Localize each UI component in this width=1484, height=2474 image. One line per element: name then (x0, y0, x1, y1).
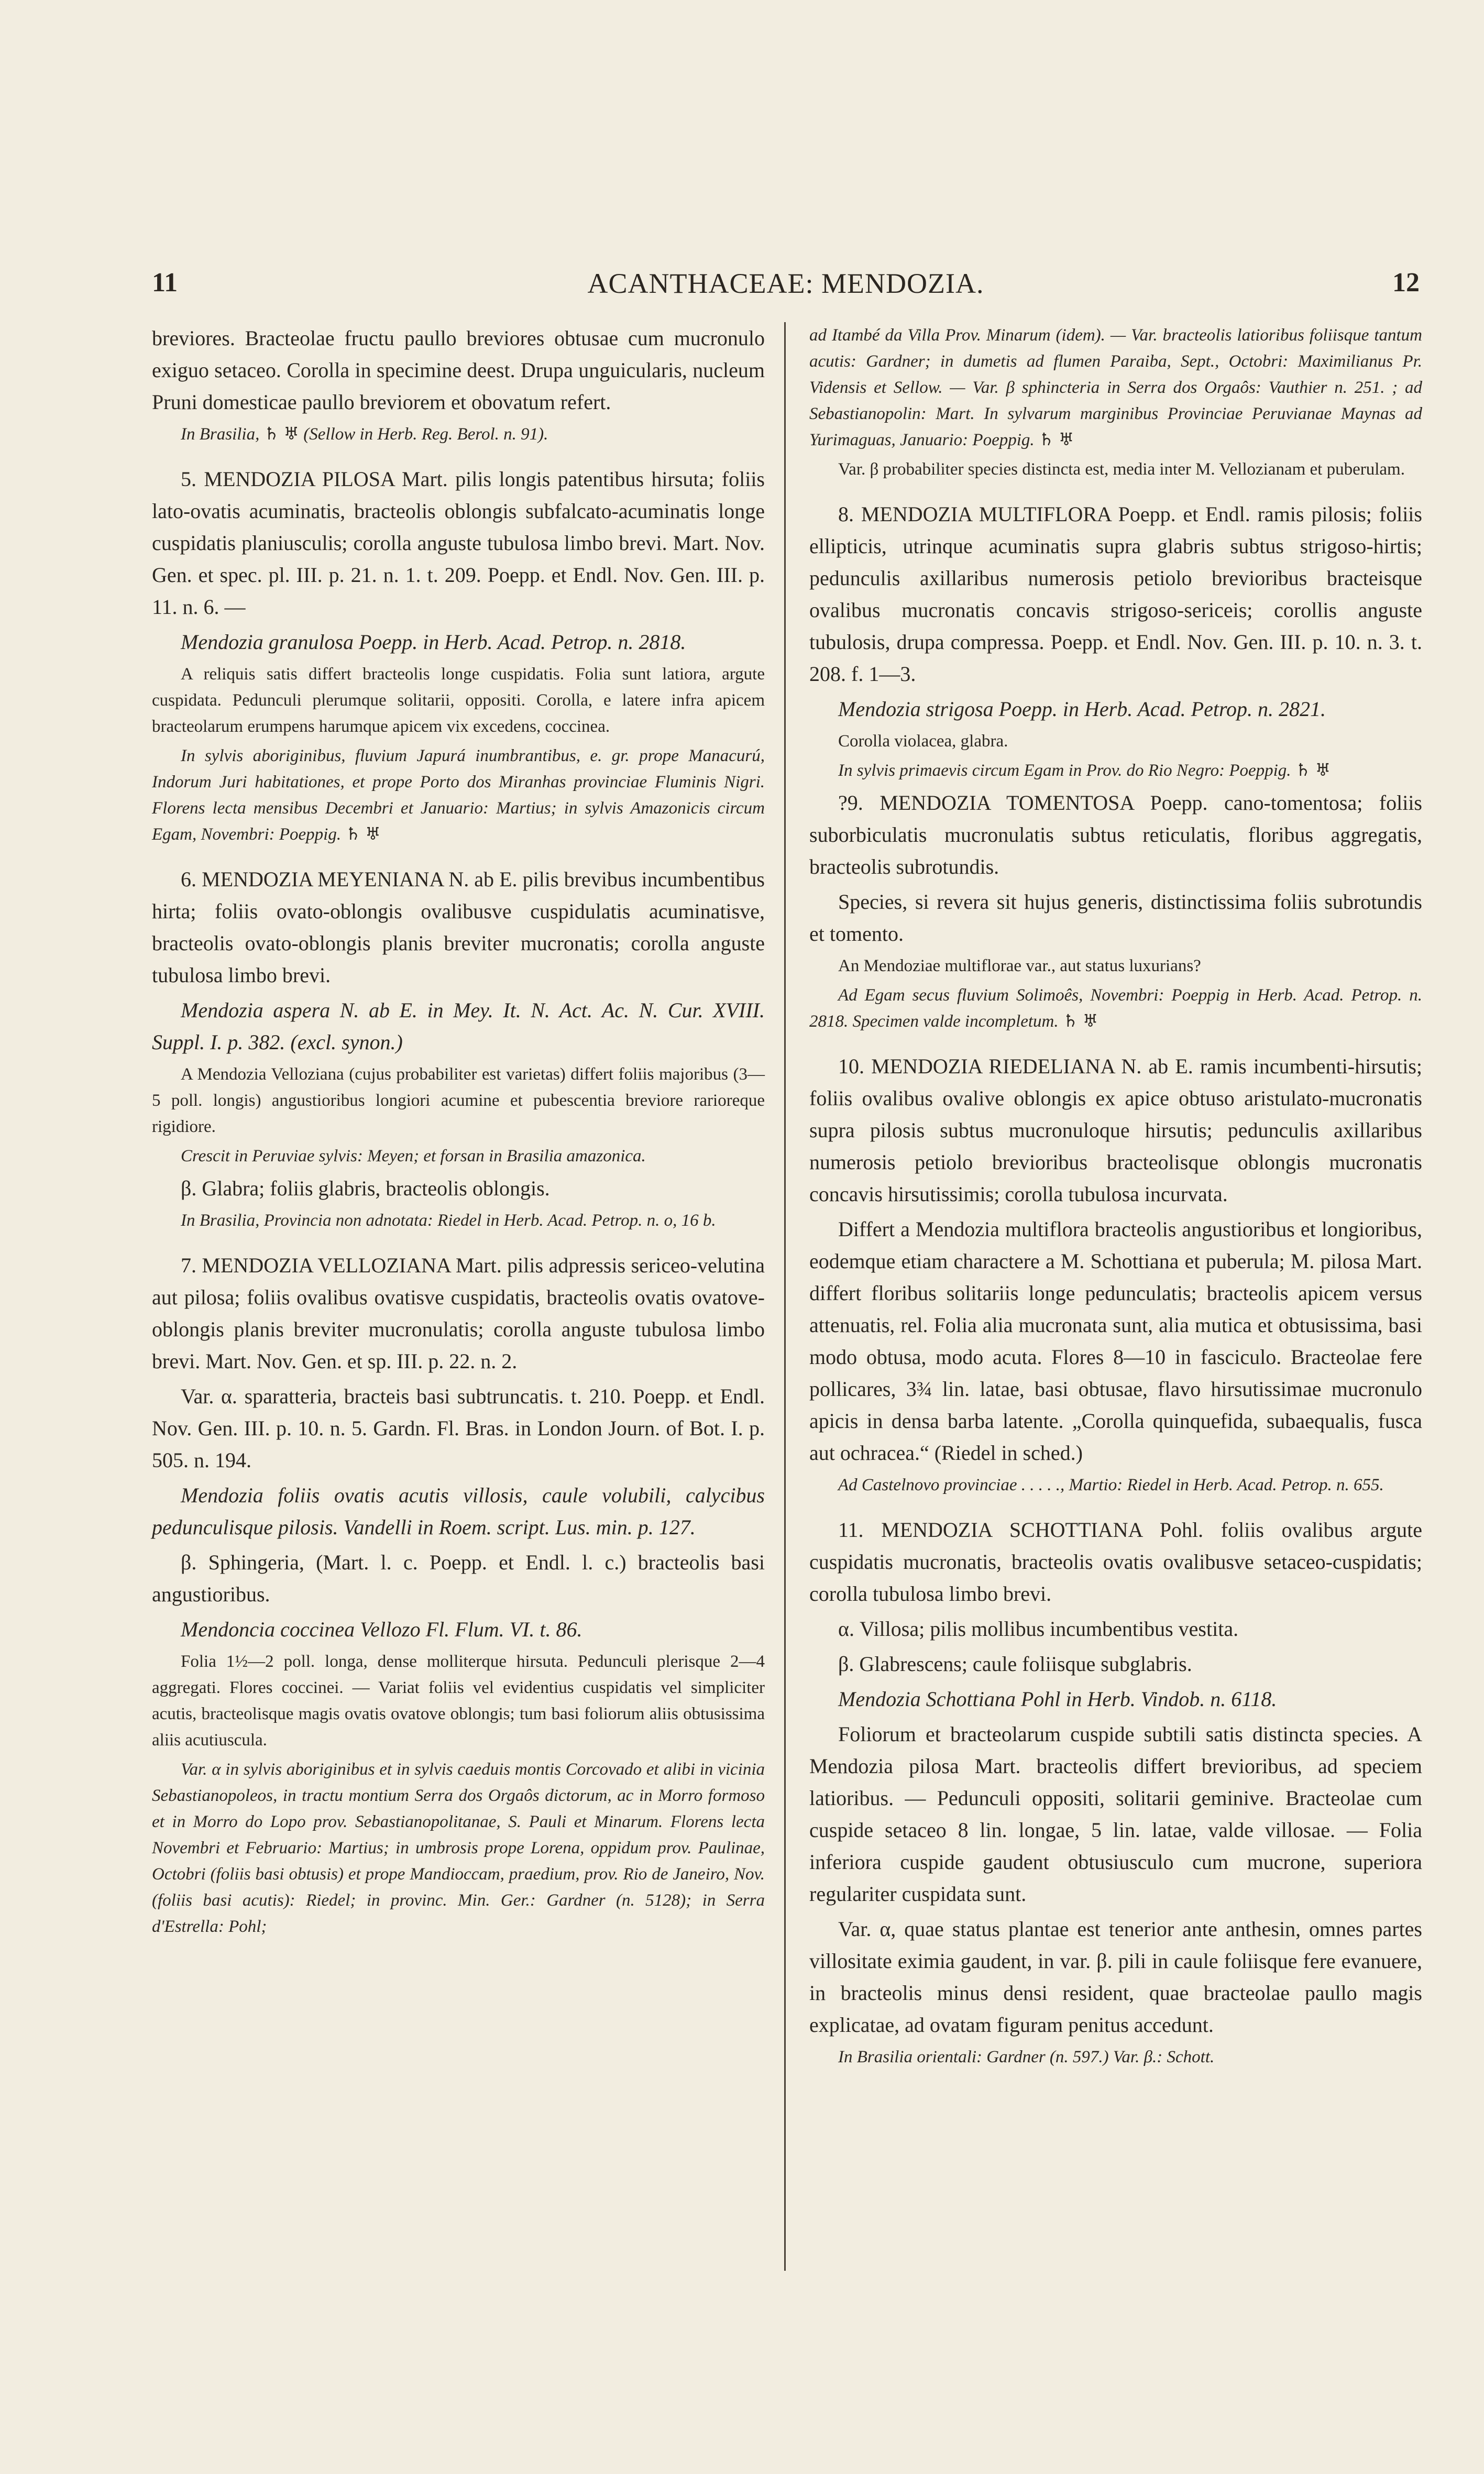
left-column-paragraph: β. Glabra; foliis glabris, bracteolis oblongis. (181, 1176, 550, 1200)
right-column-paragraph: Differt a Mendozia multiflora bracteolis angustioribus et longioribus, eodemque etiam charactere a M. Schottiana et puberula; M. pilosa Mart. differt floribus solitariis longe pedunculatis; bracteolis apicem versus attenuatis, rel. Folia alia mucronata sunt, alia mutica et obtusissima, basi modo obtusa, modo acuta. Flores 8—10 in fasciculo. Bracteolae fere pollicares, 3¾ lin. latae, basi obtusae, flavo hirsutissimae mucronulo apicis in densa barba latente. „Corolla quinquefida, subaequalis, fusca aut ochracea.“ (Riedel in sched.) (809, 1217, 1422, 1465)
left-column-paragraph: Folia 1½—2 poll. longa, dense molliterque hirsuta. Pedunculi plerisque 2—4 aggregati. Flores coccinei. — Variat foliis vel evidentius cuspidatis vel simpliciter acutis, bracteolisque magis ovatis ovatove oblongis; tum basi foliorum aliis obtusissima aliis acutiuscula. (152, 1652, 765, 1750)
page-header (152, 267, 1420, 314)
right-column-paragraph: 10. MENDOZIA RIEDELIANA N. ab E. ramis incumbenti-hirsutis; foliis ovalibus ovalive oblongis ex apice obtuso aristulato-mucronatis supra pilosis subtus mucronuloque hirsutis; pedunculis axillaribus numerosis petiolo brevioribus bracteolisque oblongis mucronatis concavis hirsutissimis; corolla tubulosa incurvata. (809, 1054, 1422, 1206)
right-column-paragraph: ?9. MENDOZIA TOMENTOSA Poepp. cano-tomentosa; foliis suborbiculatis mucronulatis subtus reticulatis, floribus aggregatis, bracteolis subrotundis. (809, 791, 1422, 878)
right-column (809, 322, 1422, 2073)
right-column-paragraph: β. Glabrescens; caule foliisque subglabris. (838, 1652, 1192, 1676)
right-column-paragraph: 11. MENDOZIA SCHOTTIANA Pohl. foliis ovalibus argute cuspidatis mucronatis, bracteolis ovatis ovalibusve setaceo-cuspidatis; corolla tubulosa limbo brevi. (809, 1518, 1422, 1606)
right-column-paragraph: In Brasilia orientali: Gardner (n. 597.) Var. β.: Schott. (838, 2048, 1215, 2066)
right-column-paragraph: ad Itambé da Villa Prov. Minarum (idem). — Var. bracteolis latioribus foliisque tantum acutis: Gardner; in dumetis ad flumen Paraiba, Sept., Octobri: Maximilianus Pr. Vidensis et Sellow. — Var. β sphincteria in Serra dos Orgaôs: Vauthier n. 251. ; ad Sebastianopolin: Mart. In sylvarum marginibus Provinciae Peruvianae Maynas ad Yurimaguas, Januario: Poeppig. ♄ ♅ (809, 326, 1422, 449)
left-column-paragraph: Var. α in sylvis aboriginibus et in sylvis caeduis montis Corcovado et alibi in vicinia Sebastianopoleos, in tractu montium Serra dos Orgaôs dictorum, ac in Morro formoso et in Morro do Lopo prov. Sebastianopolitanae, S. Pauli et Minarum. Florens lecta Novembri et Februario: Martius; in umbrosis prope Lorena, oppidum prov. Paulinae, Octobri (foliis basi obtusis) et prope Mandioccam, praedium, prov. Rio de Janeiro, Nov. (foliis basi acutis): Riedel; in provinc. Min. Ger.: Gardner (n. 5128); in Serra d'Estrella: Pohl; (152, 1760, 765, 1936)
left-column-paragraph: Mendozia aspera N. ab E. in Mey. It. N. Act. Ac. N. Cur. XVIII. Suppl. I. p. 382. (excl. synon.) (152, 998, 765, 1054)
left-column (152, 322, 765, 1943)
right-column-paragraph: Corolla violacea, glabra. (838, 732, 1008, 751)
left-column-paragraph: Mendozia foliis ovatis acutis villosis, caule volubili, calycibus pedunculisque pilosis. Vandelli in Roem. script. Lus. min. p. 127. (152, 1483, 765, 1539)
left-column-paragraph: breviores. Bracteolae fructu paullo breviores obtusae cum mucronulo exiguo setaceo. Corolla in specimine deest. Drupa unguicularis, nucleum Pruni domesticae paullo breviorem et obovatum refert. (152, 326, 765, 414)
right-column-paragraph: Var. β probabiliter species distincta est, media inter M. Vellozianam et puberulam. (838, 460, 1405, 479)
right-column-paragraph: Ad Castelnovo provinciae . . . . ., Martio: Riedel in Herb. Acad. Petrop. n. 655. (838, 1476, 1384, 1494)
left-column-paragraph: In Brasilia, ♄ ♅ (Sellow in Herb. Reg. Berol. n. 91). (181, 425, 548, 444)
left-column-paragraph: A reliquis satis differt bracteolis longe cuspidatis. Folia sunt latiora, argute cuspidata. Pedunculi plerumque solitarii, oppositi. Corolla, e latere infra apicem bracteolarum erumpens harumque apicem vix excedens, coccinea. (152, 665, 765, 736)
left-column-paragraph: Crescit in Peruviae sylvis: Meyen; et forsan in Brasilia amazonica. (181, 1147, 646, 1165)
right-column-paragraph: Mendozia strigosa Poepp. in Herb. Acad. Petrop. n. 2821. (838, 697, 1326, 721)
left-column-paragraph: 6. MENDOZIA MEYENIANA N. ab E. pilis brevibus incumbentibus hirta; foliis ovato-oblongis ovalibusve cuspidulatis acuminatisve, bracteolis ovato-oblongis planis breviter mucronatis; corolla anguste tubulosa limbo brevi. (152, 867, 765, 987)
right-column-paragraph: Mendozia Schottiana Pohl in Herb. Vindob. n. 6118. (838, 1687, 1277, 1711)
right-column-paragraph: Ad Egam secus fluvium Solimoês, Novembri: Poeppig in Herb. Acad. Petrop. n. 2818. Specimen valde incompletum. ♄ ♅ (809, 986, 1422, 1031)
page-number-right: 12 (1392, 268, 1420, 298)
right-column-paragraph: In sylvis primaevis circum Egam in Prov. do Rio Negro: Poeppig. ♄ ♅ (838, 761, 1331, 780)
right-column-paragraph: 8. MENDOZIA MULTIFLORA Poepp. et Endl. ramis pilosis; foliis ellipticis, utrinque acuminatis supra glabris subtus strigoso-hirtis; pedunculis axillaribus numerosis petiolo brevioribus bracteisque ovalibus mucronatis concavis strigoso-sericeis; corollis anguste tubulosis, drupa compressa. Poepp. et Endl. Nov. Gen. III. p. 10. n. 3. t. 208. f. 1—3. (809, 502, 1422, 686)
left-column-paragraph: β. Sphingeria, (Mart. l. c. Poepp. et Endl. l. c.) bracteolis basi angustioribus. (152, 1551, 765, 1606)
right-column-paragraph: An Mendoziae multiflorae var., aut status luxurians? (838, 956, 1201, 975)
column-divider (784, 322, 786, 2271)
right-column-paragraph: Var. α, quae status plantae est tenerior ante anthesin, omnes partes villositate eximia gaudent, in var. β. pili in caule foliisque fere evanuere, in bracteolis minus densi resident, quae bracteolae paullo magis explicatae, ad ovatam figuram penitus accedunt. (809, 1917, 1422, 2037)
left-column-paragraph: A Mendozia Velloziana (cujus probabiliter est varietas) differt foliis majoribus (3—5 poll. longis) angustioribus longiori acumine et pubescentia breviore rarioreque rigidiore. (152, 1065, 765, 1136)
left-column-paragraph: In sylvis aboriginibus, fluvium Japurá inumbrantibus, e. gr. prope Manacurú, Indorum Juri habitationes, et prope Porto dos Miranhas provinciae Fluminis Nigri. Florens lecta mensibus Decembri et Januario: Martius; in sylvis Amazonicis circum Egam, Novembri: Poeppig. ♄ ♅ (152, 746, 765, 844)
left-column-paragraph: Var. α. sparatteria, bracteis basi subtruncatis. t. 210. Poepp. et Endl. Nov. Gen. III. p. 10. n. 5. Gardn. Fl. Bras. in London Journ. of Bot. I. p. 505. n. 194. (152, 1384, 765, 1472)
right-column-paragraph: α. Villosa; pilis mollibus incumbentibus vestita. (838, 1617, 1239, 1641)
running-title: ACANTHACEAE: MENDOZIA. (587, 268, 984, 299)
right-column-paragraph: Species, si revera sit hujus generis, distinctissima foliis subrotundis et tomento. (809, 890, 1422, 945)
page-number-left: 11 (152, 268, 178, 298)
left-column-paragraph: In Brasilia, Provincia non adnotata: Riedel in Herb. Acad. Petrop. n. o, 16 b. (181, 1211, 716, 1230)
left-column-paragraph: 7. MENDOZIA VELLOZIANA Mart. pilis adpressis sericeo-velutina aut pilosa; foliis ovalibus ovatisve cuspidatis, bracteolis ovatis ovatove-oblongis planis breviter mucronulatis; corolla anguste tubulosa limbo brevi. Mart. Nov. Gen. et sp. III. p. 22. n. 2. (152, 1254, 765, 1373)
right-column-paragraph: Foliorum et bracteolarum cuspide subtili satis distincta species. A Mendozia pilosa Mart. bracteolis differt brevioribus, ad speciem latioribus. — Pedunculi oppositi, solitarii geminive. Bracteolae cum cuspide setaceo 8 lin. longae, 5 lin. latae, valde villosae. — Folia inferiora cuspide gaudent obtusiusculo cum mucrone, superiora regulariter cuspidata sunt. (809, 1722, 1422, 1906)
left-column-paragraph: Mendozia granulosa Poepp. in Herb. Acad. Petrop. n. 2818. (181, 630, 686, 654)
left-column-paragraph: 5. MENDOZIA PILOSA Mart. pilis longis patentibus hirsuta; foliis lato-ovatis acuminatis, bracteolis oblongis subfalcato-acuminatis longe cuspidatis planiusculis; corolla anguste tubulosa limbo brevi. Mart. Nov. Gen. et spec. pl. III. p. 21. n. 1. t. 209. Poepp. et Endl. Nov. Gen. III. p. 11. n. 6. — (152, 467, 765, 619)
left-column-paragraph: Mendoncia coccinea Vellozo Fl. Flum. VI. t. 86. (181, 1618, 582, 1641)
